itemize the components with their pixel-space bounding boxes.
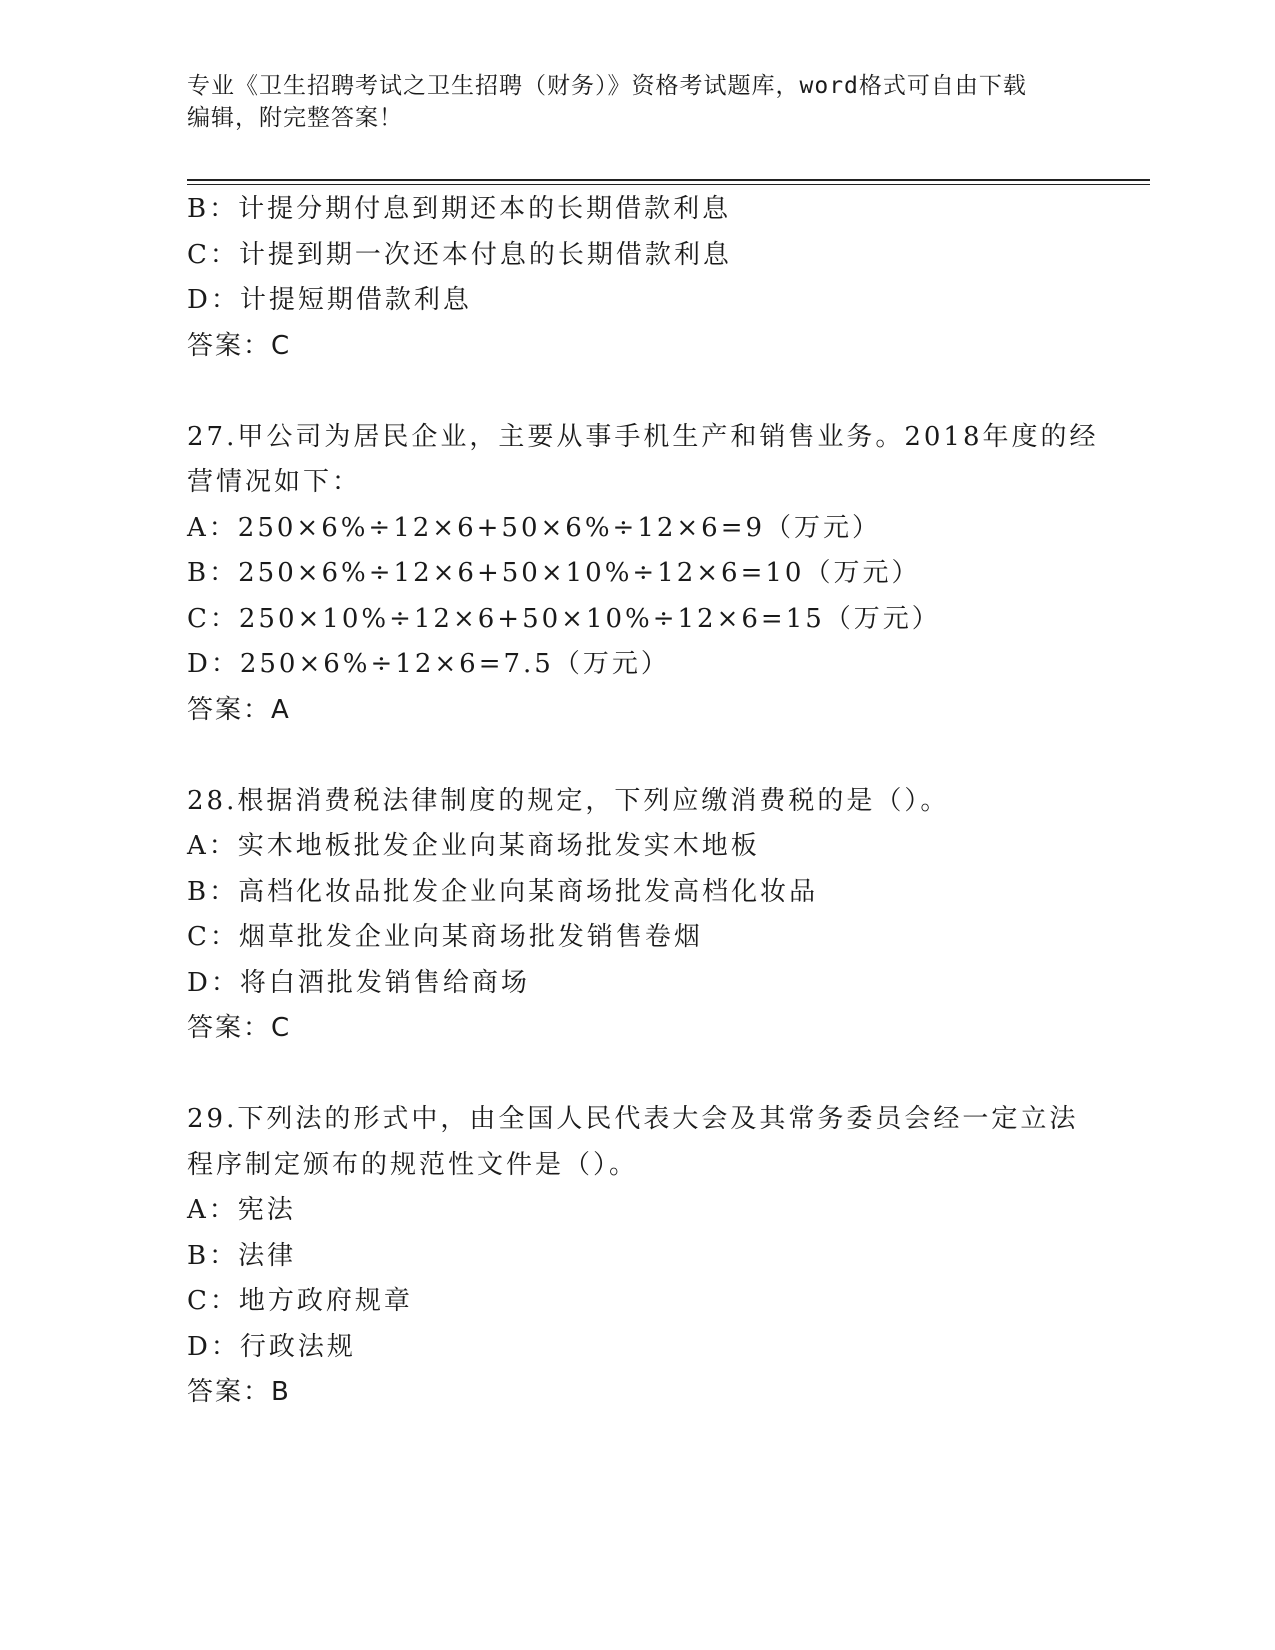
question-block-28 [187, 779, 1147, 1052]
option-a: A：实木地板批发企业向某商场批发实木地板 [187, 831, 760, 861]
option-c: C：计提到期一次还本付息的长期借款利息 [187, 239, 732, 270]
option-c: C：地方政府规章 [187, 1286, 413, 1316]
question-stem: 27.甲公司为居民企业，主要从事手机生产和销售业务。2018年度的经 [187, 421, 1099, 452]
option-b: B：250×6%÷12×6+50×10%÷12×6=10（万元） [187, 558, 921, 588]
spacer [187, 733, 1147, 779]
option-d: D：行政法规 [187, 1331, 356, 1362]
spacer [187, 1052, 1147, 1098]
spacer [187, 369, 1147, 415]
option-c: C：烟草批发企业向某商场批发销售卷烟 [187, 922, 703, 952]
option-b: B：高档化妆品批发企业向某商场批发高档化妆品 [187, 876, 819, 907]
option-d: D：250×6%÷12×6=7.5（万元） [187, 649, 670, 679]
option-d: D：将白酒批发销售给商场 [187, 967, 530, 998]
question-stem: 29.下列法的形式中，由全国人民代表大会及其常务委员会经一定立法 [187, 1104, 1079, 1134]
option-a: A：250×6%÷12×6+50×6%÷12×6=9（万元） [187, 512, 882, 543]
document-header [187, 70, 1087, 134]
answer-line: 答案：A [187, 694, 291, 725]
option-a: A：宪法 [187, 1195, 296, 1225]
header-divider-thin [187, 184, 1150, 185]
question-stem-cont: 程序制定颁布的规范性文件是（）。 [187, 1149, 639, 1180]
question-stem-cont: 营情况如下： [187, 467, 362, 497]
question-block-prev [187, 187, 1147, 369]
question-block-29 [187, 1097, 1147, 1416]
answer-line: 答案：C [187, 1013, 292, 1043]
header-divider-thick [187, 179, 1150, 181]
question-block-27 [187, 415, 1147, 734]
option-c: C：250×10%÷12×6+50×10%÷12×6=15（万元） [187, 603, 941, 634]
question-list [187, 187, 1147, 1416]
header-line-1: 专业《卫生招聘考试之卫生招聘（财务）》资格考试题库，word格式可自由下载 [187, 73, 1027, 99]
answer-line: 答案：C [187, 330, 292, 361]
answer-line: 答案：B [187, 1377, 291, 1407]
question-stem: 28.根据消费税法律制度的规定，下列应缴消费税的是（）。 [187, 785, 950, 816]
option-d: D：计提短期借款利息 [187, 285, 472, 315]
option-b: B：计提分期付息到期还本的长期借款利息 [187, 194, 732, 224]
header-line-2: 编辑，附完整答案！ [187, 105, 403, 131]
option-b: B：法律 [187, 1240, 297, 1271]
